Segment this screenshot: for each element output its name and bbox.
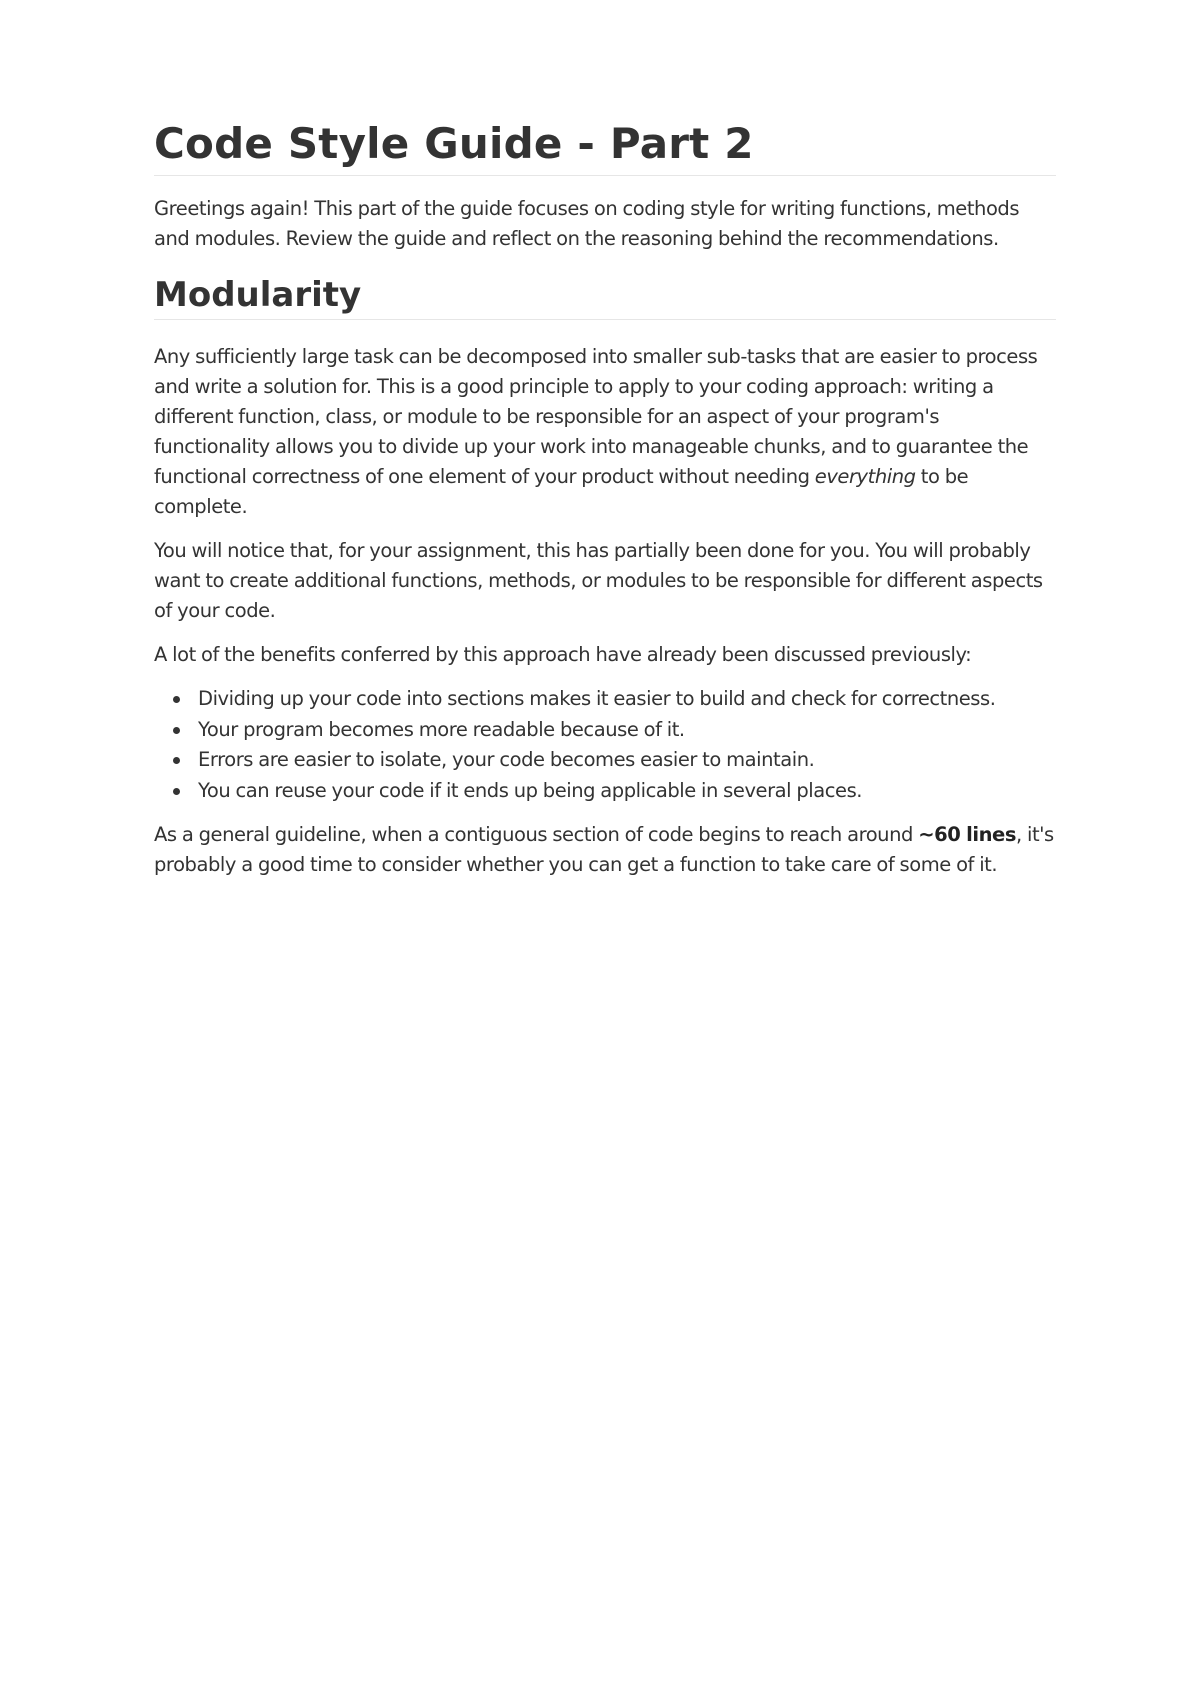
list-item-text: Dividing up your code into sections makes it easier to build and check for correctness.	[198, 687, 996, 710]
document-content	[154, 118, 1056, 880]
list-item	[198, 684, 1056, 715]
modularity-heading: Modularity	[154, 274, 1056, 321]
line-count-highlight: ~60 lines	[918, 823, 1016, 846]
page-title: Code Style Guide - Part 2	[154, 118, 1056, 176]
bullet-icon	[173, 696, 180, 703]
list-item	[198, 745, 1056, 776]
emphasis-everything: everything	[814, 465, 916, 488]
guideline-text-start: As a general guideline, when a contiguous section of code begins to reach around	[154, 823, 919, 846]
list-item	[198, 715, 1056, 746]
modularity-p1-text-start: Any sufficiently large task can be decomposed into smaller sub-tasks that are easier to process and write a solution for. This is a good principle to apply to your coding approach: writing a different function, class, or module to be responsible for an aspect of your program's functionality allows you to divide up your work into manageable chunks, and to guarantee the functional correctness of one element of your product without needing	[154, 345, 1038, 488]
bullet-icon	[173, 757, 180, 764]
guideline-text-end: , it's probably a good time to consider whether you can get a function to take care of some of it.	[154, 823, 1054, 876]
guideline-paragraph	[154, 820, 1056, 880]
list-item	[198, 776, 1056, 807]
bullet-icon	[173, 788, 180, 795]
modularity-paragraph-1	[154, 342, 1056, 522]
benefits-list	[154, 684, 1056, 806]
modularity-p1-text-end: to be complete.	[154, 465, 969, 518]
bullet-icon	[173, 727, 180, 734]
list-item-text: You can reuse your code if it ends up being applicable in several places.	[198, 778, 863, 802]
modularity-paragraph-3: A lot of the benefits conferred by this approach have already been discussed previously:	[154, 643, 972, 666]
list-item-text: Your program becomes more readable because of it.	[198, 717, 685, 741]
intro-paragraph: Greetings again! This part of the guide focuses on coding style for writing functions, methods and modules. Review the guide and reflect on the reasoning behind the recommendations.	[154, 196, 1020, 250]
list-item-text: Errors are easier to isolate, your code becomes easier to maintain.	[198, 748, 815, 771]
modularity-paragraph-2: You will notice that, for your assignment, this has partially been done for you. You will probably want to create additional functions, methods, or modules to be responsible for different aspects of your code.	[154, 539, 1043, 622]
